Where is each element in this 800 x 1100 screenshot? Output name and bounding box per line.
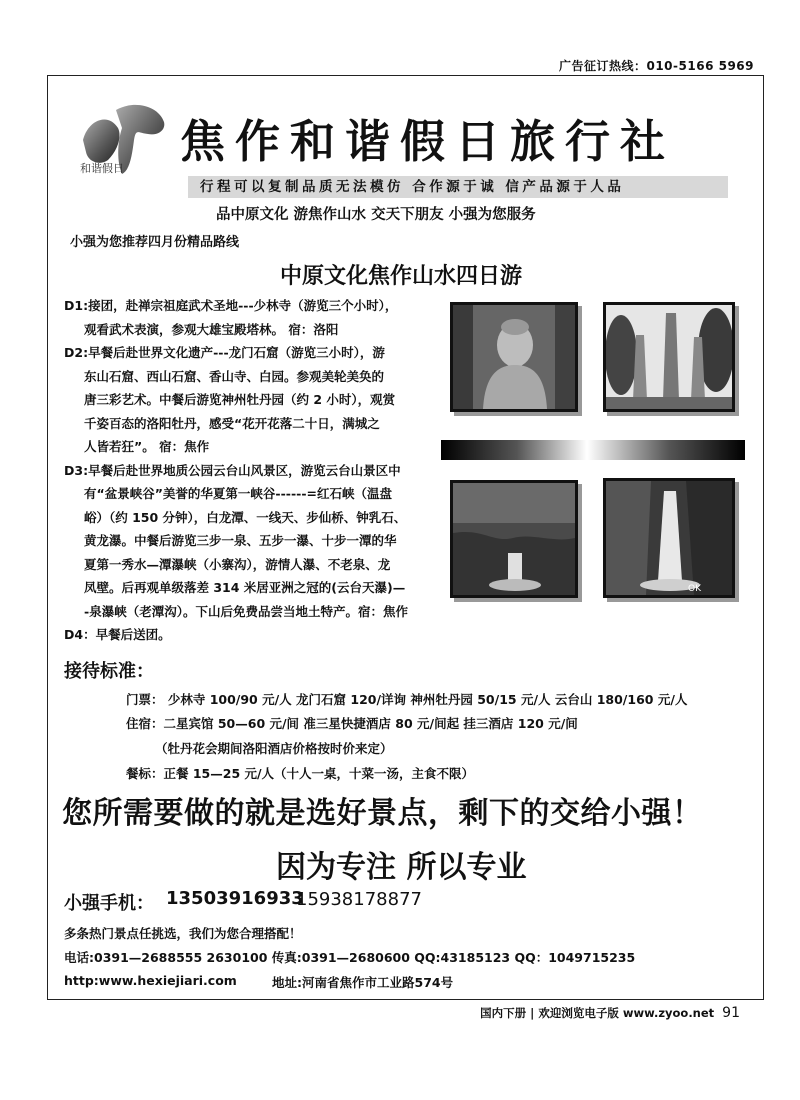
page-number: 91	[722, 1005, 740, 1021]
ad-hotline: 广告征订热线：010-5166 5969	[558, 59, 754, 73]
waterfall-photo-icon	[606, 481, 732, 595]
slogan-line-1: 行程可以复制品质无法模仿 合作源于诚 信产品源于人品	[188, 176, 728, 198]
address: 地址:河南省焦作市工业路574号	[272, 975, 454, 990]
itinerary-d3-line: 有“盆景峡谷”美誉的华夏第一峡谷------=红石峡（温盘	[84, 486, 393, 501]
recommend-heading: 小强为您推荐四月份精品路线	[70, 235, 240, 250]
logo-text: 和谐假日	[80, 162, 124, 175]
agency-name: 焦作和谐假日旅行社	[180, 115, 676, 168]
standards-meals: 餐标：正餐 15—25 元/人（十人一桌，十菜一汤，主食不限）	[126, 766, 475, 781]
itinerary-d3-line: -泉瀑峡（老潭沟）。下山后免费品尝当地土特产。宿：焦作	[84, 603, 408, 619]
canyon-photo-icon	[453, 483, 575, 595]
pagoda-photo-icon	[606, 305, 732, 409]
itinerary-d3-line: D3:早餐后赴世界地质公园云台山风景区，游览云台山景区中	[64, 462, 401, 478]
itinerary-d3-line: 峪）（约 150 分钟），白龙潭、一线天、步仙桥、钟乳石、	[84, 509, 407, 525]
itinerary-d3-line: 黄龙瀑。中餐后游览三步一泉、五步一瀑、十步一潭的华	[84, 533, 397, 548]
contact-note: 多条热门景点任挑选，我们为您合理搭配！	[64, 926, 302, 941]
itinerary	[64, 294, 444, 647]
page-footer	[480, 1005, 740, 1021]
phone-number-1: 13503916933	[166, 888, 304, 909]
slogan-line-2: 品中原文化 游焦作山水 交天下朋友 小强为您服务	[216, 207, 536, 223]
tagline-main: 您所需要做的就是选好景点，剩下的交给小强！	[62, 796, 703, 831]
standards-tickets: 门票： 少林寺 100/90 元/人 龙门石窟 120/详询 神州牡丹园 50/15 元/人 云台山 180/160 元/人	[126, 692, 688, 707]
itinerary-d3-line: 凤壁。后再观单级落差 314 米居亚洲之冠的(云台天瀑)—	[84, 580, 406, 595]
buddha-photo-icon	[453, 305, 575, 409]
itinerary-d2-line: 唐三彩艺术。中餐后游览神州牡丹园（约 2 小时），观赏	[84, 392, 396, 407]
route-title: 中原文化焦作山水四日游	[280, 264, 523, 289]
itinerary-d2-line: 千姿百态的洛阳牡丹，感受“花开花落二十日，满城之	[84, 415, 380, 431]
itinerary-d1-line: D1:接团，赴禅宗祖庭武术圣地---少林寺（游览三个小时），	[64, 298, 398, 313]
itinerary-d4-line: D4：早餐后送团。	[64, 627, 171, 642]
footer-text: 国内下册 | 欢迎浏览电子版 www.zyoo.net	[480, 1006, 715, 1020]
contact-phones: 电话:0391—2688555 2630100 传真:0391—2680600 QQ:43185123 QQ：1049715235	[64, 950, 636, 965]
standards-hotel: 住宿：二星宾馆 50—60 元/间 准三星快捷酒店 80 元/间起 挂三酒店 120 元/间	[126, 716, 578, 731]
photo-pagodas	[603, 302, 735, 412]
photo-buddha	[450, 302, 578, 412]
photo-canyon	[450, 480, 578, 598]
itinerary-d3-line: 夏第一秀水—潭瀑峡（小寨沟），游情人瀑、不老泉、龙	[84, 556, 391, 572]
photo-waterfall	[603, 478, 735, 598]
phone-label: 小强手机：	[64, 893, 154, 914]
itinerary-d2-line: 东山石窟、西山石窟、香山寺、白园。参观美轮美奂的	[84, 368, 385, 384]
phone-number-2: 15938178877	[296, 889, 422, 910]
photo-watermark: OK	[688, 584, 701, 594]
standards-title: 接待标准：	[64, 661, 154, 682]
itinerary-d1-line: 观看武术表演，参观大雄宝殿塔林。 宿：洛阳	[84, 321, 339, 337]
tagline-secondary: 因为专注 所以专业	[276, 850, 527, 885]
gradient-divider	[441, 440, 745, 460]
itinerary-d2-line: 人皆若狂”。 宿：焦作	[84, 439, 210, 454]
standards-hotel-note: （牡丹花会期间洛阳酒店价格按时价来定）	[155, 741, 393, 756]
itinerary-d2-line: D2:早餐后赴世界文化遗产---龙门石窟（游览三小时），游	[64, 345, 385, 360]
website-link[interactable]: http:www.hexiejiari.com	[64, 973, 237, 988]
